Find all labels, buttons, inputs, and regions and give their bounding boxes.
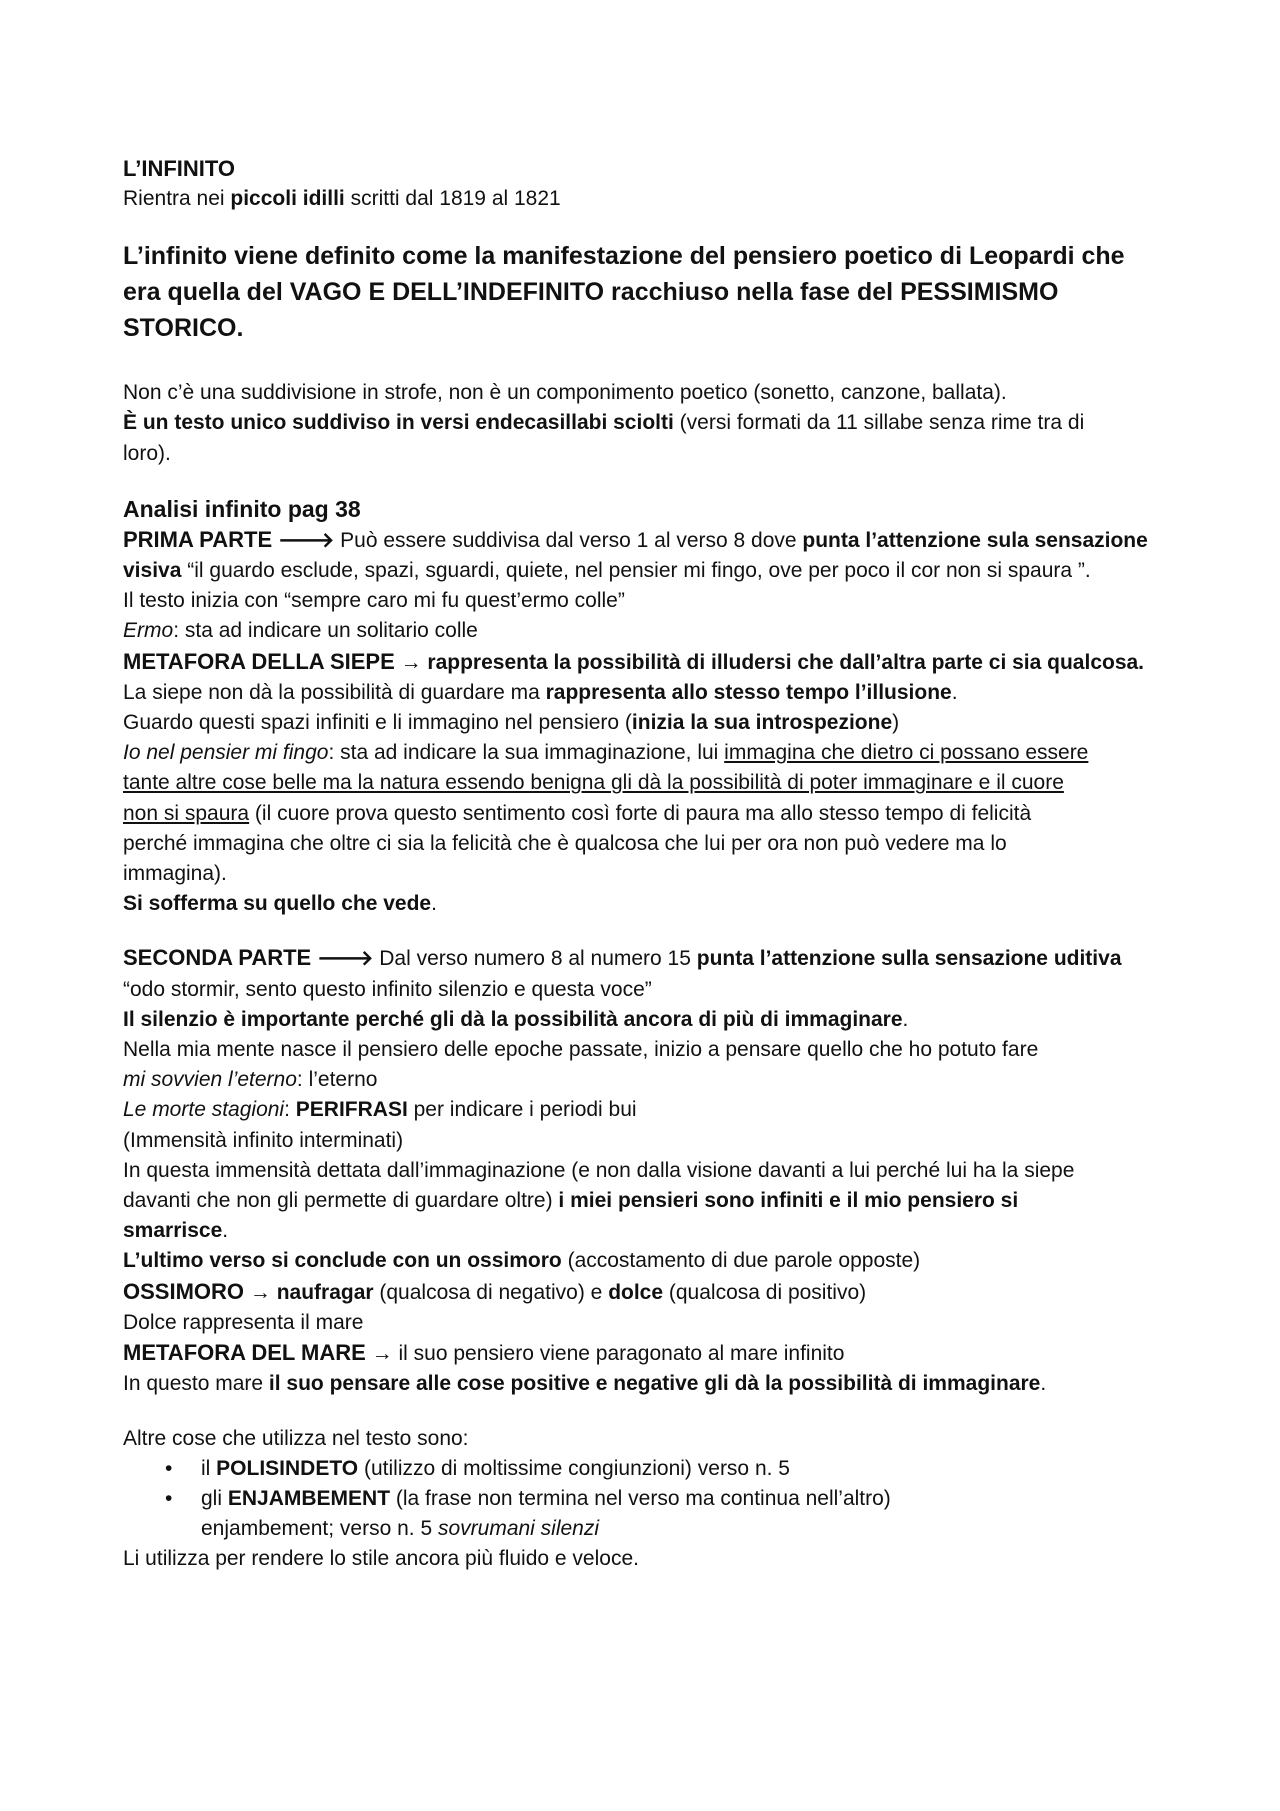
structure-line-3: loro). xyxy=(123,441,171,465)
bullet-2-cont-text: enjambement; verso n. 5 xyxy=(201,1517,438,1541)
prima-italic: Ermo xyxy=(123,619,174,643)
prima-text-2: “il guardo esclude, spazi, sguardi, quiete, nel pensier mi fingo, ove per poco il cor non si spaura ”. xyxy=(181,559,1091,583)
naufragar-bold: naufragar xyxy=(276,1280,374,1304)
prima-bold-2: visiva xyxy=(123,559,182,583)
prima-underline-9: tante altre cose belle ma la natura essendo benigna gli dà la possibilità di poter immaginare e il cuore xyxy=(123,771,1064,795)
structure-paragraph xyxy=(123,378,1163,469)
bullet-1-text: il xyxy=(201,1456,217,1480)
structure-text: (versi formati da 11 sillabe senza rime tra di xyxy=(673,411,1085,435)
arrow-icon: 🡒 xyxy=(277,528,335,552)
seconda-text-14: il suo pensiero viene paragonato al mare infinito xyxy=(398,1342,845,1366)
seconda-text-9: davanti che non gli permette di guardare oltre) xyxy=(123,1189,559,1213)
prima-text: Può essere suddivisa dal verso 1 al verso 8 dove xyxy=(334,528,803,552)
seconda-line-6 xyxy=(123,1095,1163,1125)
bullet-2-text: gli xyxy=(201,1486,228,1510)
prima-underline-10: non si spaura xyxy=(123,801,250,825)
metafora-mare-label: METAFORA DEL MARE xyxy=(123,1340,366,1366)
prima-text-10: (il cuore prova questo sentimento così forte di paura ma allo stesso tempo di felicità xyxy=(249,801,1032,825)
prima-label: PRIMA PARTE xyxy=(123,526,273,552)
prima-line-9 xyxy=(123,768,1163,798)
seconda-text-12: (qualcosa di negativo) e xyxy=(373,1280,609,1304)
seconda-line-14 xyxy=(123,1338,1163,1369)
seconda-line-13: Dolce rappresenta il mare xyxy=(123,1310,364,1334)
seconda-text-15: In questo mare xyxy=(123,1372,269,1396)
prima-line-7 xyxy=(123,708,1163,738)
prima-line-3: Il testo inizia con “sempre caro mi fu quest’ermo colle” xyxy=(123,589,625,613)
seconda-text-11: (accostamento di due parole opposte) xyxy=(561,1249,921,1273)
prima-bold-13: Si sofferma su quello che vede xyxy=(123,892,432,916)
seconda-text-15-end: . xyxy=(1040,1372,1047,1396)
seconda-label: SECONDA PARTE xyxy=(123,945,312,971)
seconda-bold-9: i miei pensieri sono infiniti e il mio pensiero si xyxy=(558,1189,1019,1213)
seconda-text-12-end: (qualcosa di positivo) xyxy=(663,1280,867,1304)
seconda-text-5: : l’eterno xyxy=(296,1068,378,1092)
lead-paragraph xyxy=(123,238,1163,346)
seconda-line-7: (Immensità infinito interminati) xyxy=(123,1128,404,1152)
seconda-text: Dal verso numero 8 al numero 15 xyxy=(373,947,697,971)
lead-line-3: STORICO. xyxy=(123,314,244,343)
seconda-bold: punta l’attenzione sulla sensazione uditiva xyxy=(696,947,1122,971)
structure-line-1: Non c’è una suddivisione in strofe, non è un componimento poetico (sonetto, canzone, ballata). xyxy=(123,381,1007,405)
intro-text: Rientra nei xyxy=(123,187,231,210)
seconda-text-3: . xyxy=(902,1007,909,1031)
prima-line-4 xyxy=(123,616,1163,646)
seconda-bold-3: Il silenzio è importante perché gli dà la possibilità ancora di più di immaginare xyxy=(123,1007,903,1031)
prima-line-5 xyxy=(123,647,1163,678)
bullet-2-italic: sovrumani silenzi xyxy=(437,1517,600,1541)
prima-text-7-end: ) xyxy=(892,711,900,735)
seconda-line-4: Nella mia mente nasce il pensiero delle epoche passate, inizio a pensare quello che ho potuto fare xyxy=(123,1038,1039,1062)
bullet-icon: • xyxy=(165,1456,173,1480)
prima-line-13 xyxy=(123,889,1163,919)
ossimoro-label: OSSIMORO xyxy=(123,1278,245,1304)
metafora-siepe-label: METAFORA DELLA SIEPE xyxy=(123,648,395,674)
prima-text-4: : sta ad indicare un solitario colle xyxy=(173,619,478,643)
seconda-bold-10: smarrisce xyxy=(123,1219,223,1243)
seconda-parte-section xyxy=(123,943,1163,1399)
closing-line: Li utilizza per rendere lo stile ancora più fluido e veloce. xyxy=(123,1547,639,1571)
structure-bold: È un testo unico suddiviso in versi endecasillabi sciolti xyxy=(123,411,674,435)
seconda-line-1 xyxy=(123,943,1163,974)
prima-line-6 xyxy=(123,678,1163,708)
bullet-item-enjambement-cont xyxy=(123,1514,1163,1544)
prima-line-11: perché immagina che oltre ci sia la felicità che è qualcosa che lui per ora non può vedere ma lo xyxy=(123,831,1007,855)
perifrasi-label: PERIFRASI xyxy=(295,1098,408,1122)
seconda-line-10 xyxy=(123,1216,1163,1246)
prima-text-13: . xyxy=(431,892,437,916)
seconda-text-6: : xyxy=(284,1098,296,1122)
prima-bold-5: rappresenta la possibilità di illudersi che dall’altra parte ci sia qualcosa. xyxy=(427,650,1145,674)
enjambement-bold: ENJAMBEMENT xyxy=(227,1486,391,1510)
analysis-heading: Analisi infinito pag 38 xyxy=(123,495,361,522)
seconda-text-6-end: per indicare i periodi bui xyxy=(407,1098,637,1122)
arrow-icon-5: → xyxy=(365,1342,399,1366)
prima-line-10 xyxy=(123,799,1163,829)
arrow-icon-4: → xyxy=(244,1280,277,1304)
prima-line-8 xyxy=(123,738,1163,768)
arrow-icon-2: → xyxy=(394,650,428,674)
seconda-line-3 xyxy=(123,1005,1163,1035)
intro-bold: piccoli idilli xyxy=(230,187,345,210)
prima-bold-7: inizia la sua introspezione xyxy=(631,711,893,735)
prima-text-6: La siepe non dà la possibilità di guardare ma xyxy=(123,680,546,704)
seconda-line-15 xyxy=(123,1369,1163,1399)
seconda-bold-15: il suo pensare alle cose positive e negative gli dà la possibilità di immaginare xyxy=(268,1372,1041,1396)
prima-line-2 xyxy=(123,556,1163,586)
bullet-1-text-end: (utilizzo di moltissime congiunzioni) verso n. 5 xyxy=(358,1456,790,1480)
seconda-italic-6: Le morte stagioni xyxy=(123,1098,285,1122)
polisindeto-bold: POLISINDETO xyxy=(216,1456,359,1480)
dolce-bold: dolce xyxy=(608,1280,664,1304)
arrow-icon-3: 🡒 xyxy=(317,947,374,971)
seconda-line-2: “odo stormir, sento questo infinito silenzio e questa voce” xyxy=(123,977,652,1001)
bullet-icon-2: • xyxy=(165,1486,173,1510)
others-section xyxy=(123,1424,1163,1575)
bullet-2-text-end: (la frase non termina nel verso ma continua nell’altro) xyxy=(390,1486,891,1510)
lead-line-1: L’infinito viene definito come la manifestazione del pensiero poetico di Leopardi che xyxy=(123,242,1125,271)
prima-text-8: : sta ad indicare la sua immaginazione, lui xyxy=(328,741,725,765)
prima-parte-section xyxy=(123,525,1163,920)
document-body xyxy=(123,154,1163,1575)
seconda-line-8: In questa immensità dettata dall’immaginazione (e non dalla visione davanti a lui perché lui ha la siepe xyxy=(123,1158,1075,1182)
intro-text-end: scritti dal 1819 al 1821 xyxy=(344,187,561,210)
seconda-bold-11: L’ultimo verso si conclude con un ossimoro xyxy=(123,1249,562,1273)
intro-line xyxy=(123,184,1163,214)
seconda-text-10: . xyxy=(222,1219,229,1243)
prima-line-12: immagina). xyxy=(123,862,227,886)
document-title: L’INFINITO xyxy=(123,156,236,181)
prima-italic-8: Io nel pensier mi fingo xyxy=(123,741,329,765)
prima-line-1 xyxy=(123,525,1163,556)
seconda-line-12 xyxy=(123,1277,1163,1308)
bullet-item-polisindeto xyxy=(123,1454,1163,1484)
structure-line-2 xyxy=(123,408,1163,438)
seconda-line-11 xyxy=(123,1246,1163,1276)
prima-text-7: Guardo questi spazi infiniti e li immagino nel pensiero ( xyxy=(123,711,632,735)
prima-text-6-end: . xyxy=(951,680,958,704)
seconda-italic-5: mi sovvien l’eterno xyxy=(123,1068,297,1092)
others-intro: Altre cose che utilizza nel testo sono: xyxy=(123,1426,469,1450)
seconda-line-9 xyxy=(123,1186,1163,1216)
bullet-item-enjambement xyxy=(123,1484,1163,1514)
prima-underline-8: immagina che dietro ci possano essere xyxy=(724,741,1089,765)
lead-line-2: era quella del VAGO E DELL’INDEFINITO racchiuso nella fase del PESSIMISMO xyxy=(123,278,1059,307)
prima-bold: punta l’attenzione sula sensazione xyxy=(802,528,1148,552)
seconda-line-5 xyxy=(123,1065,1163,1095)
prima-bold-6: rappresenta allo stesso tempo l’illusione xyxy=(545,680,952,704)
